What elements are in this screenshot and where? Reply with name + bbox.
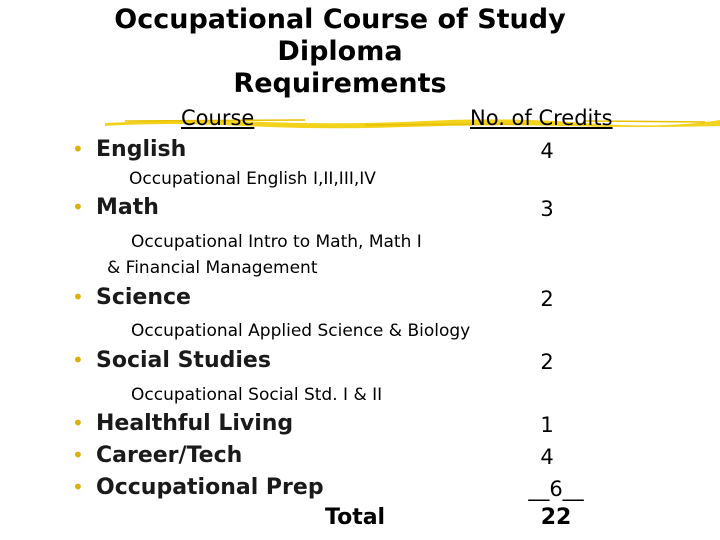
list-item-career-tech <box>72 443 242 468</box>
bullet-icon: • <box>72 137 84 161</box>
course-name: Math <box>96 195 159 220</box>
course-name: Social Studies <box>96 348 271 373</box>
credits-english: 4 <box>540 139 554 163</box>
list-item-english <box>72 137 186 162</box>
course-detail-math-line-2: & Financial Management <box>107 258 318 278</box>
course-name: Science <box>96 285 191 310</box>
title-line-1: Occupational Course of Study <box>114 4 566 35</box>
list-item-social-studies <box>72 348 271 373</box>
title-line-2: Diploma <box>277 36 403 67</box>
total-credits: 22 <box>540 505 572 530</box>
slide-title <box>60 4 620 100</box>
credits-occupational-prep: __6__ <box>528 477 584 501</box>
credits-math: 3 <box>540 197 554 221</box>
credits-healthful-living: 1 <box>540 413 554 437</box>
bullet-icon: • <box>72 475 84 499</box>
course-detail-math-line-1: Occupational Intro to Math, Math I <box>131 232 422 252</box>
course-detail-social-studies: Occupational Social Std. I & II <box>131 385 383 405</box>
credits-science: 2 <box>540 287 554 311</box>
bullet-icon: • <box>72 411 84 435</box>
credits-social-studies: 2 <box>540 350 554 374</box>
bullet-icon: • <box>72 285 84 309</box>
course-name: Occupational Prep <box>96 475 324 500</box>
course-name: Healthful Living <box>96 411 294 436</box>
course-name: Career/Tech <box>96 443 243 468</box>
bullet-icon: • <box>72 348 84 372</box>
total-label: Total <box>325 505 386 530</box>
list-item-math <box>72 195 159 220</box>
course-name: English <box>96 137 187 162</box>
list-item-science <box>72 285 191 310</box>
course-detail-english: Occupational English I,II,III,IV <box>129 169 376 189</box>
list-item-occupational-prep <box>72 475 324 500</box>
credits-career-tech: 4 <box>540 445 554 469</box>
title-line-3: Requirements <box>233 68 447 99</box>
bullet-icon: • <box>72 195 84 219</box>
course-column-header: Course <box>181 106 255 130</box>
credits-column-header: No. of Credits <box>470 106 613 130</box>
list-item-healthful-living <box>72 411 293 436</box>
course-detail-science: Occupational Applied Science & Biology <box>131 321 471 341</box>
bullet-icon: • <box>72 443 84 467</box>
